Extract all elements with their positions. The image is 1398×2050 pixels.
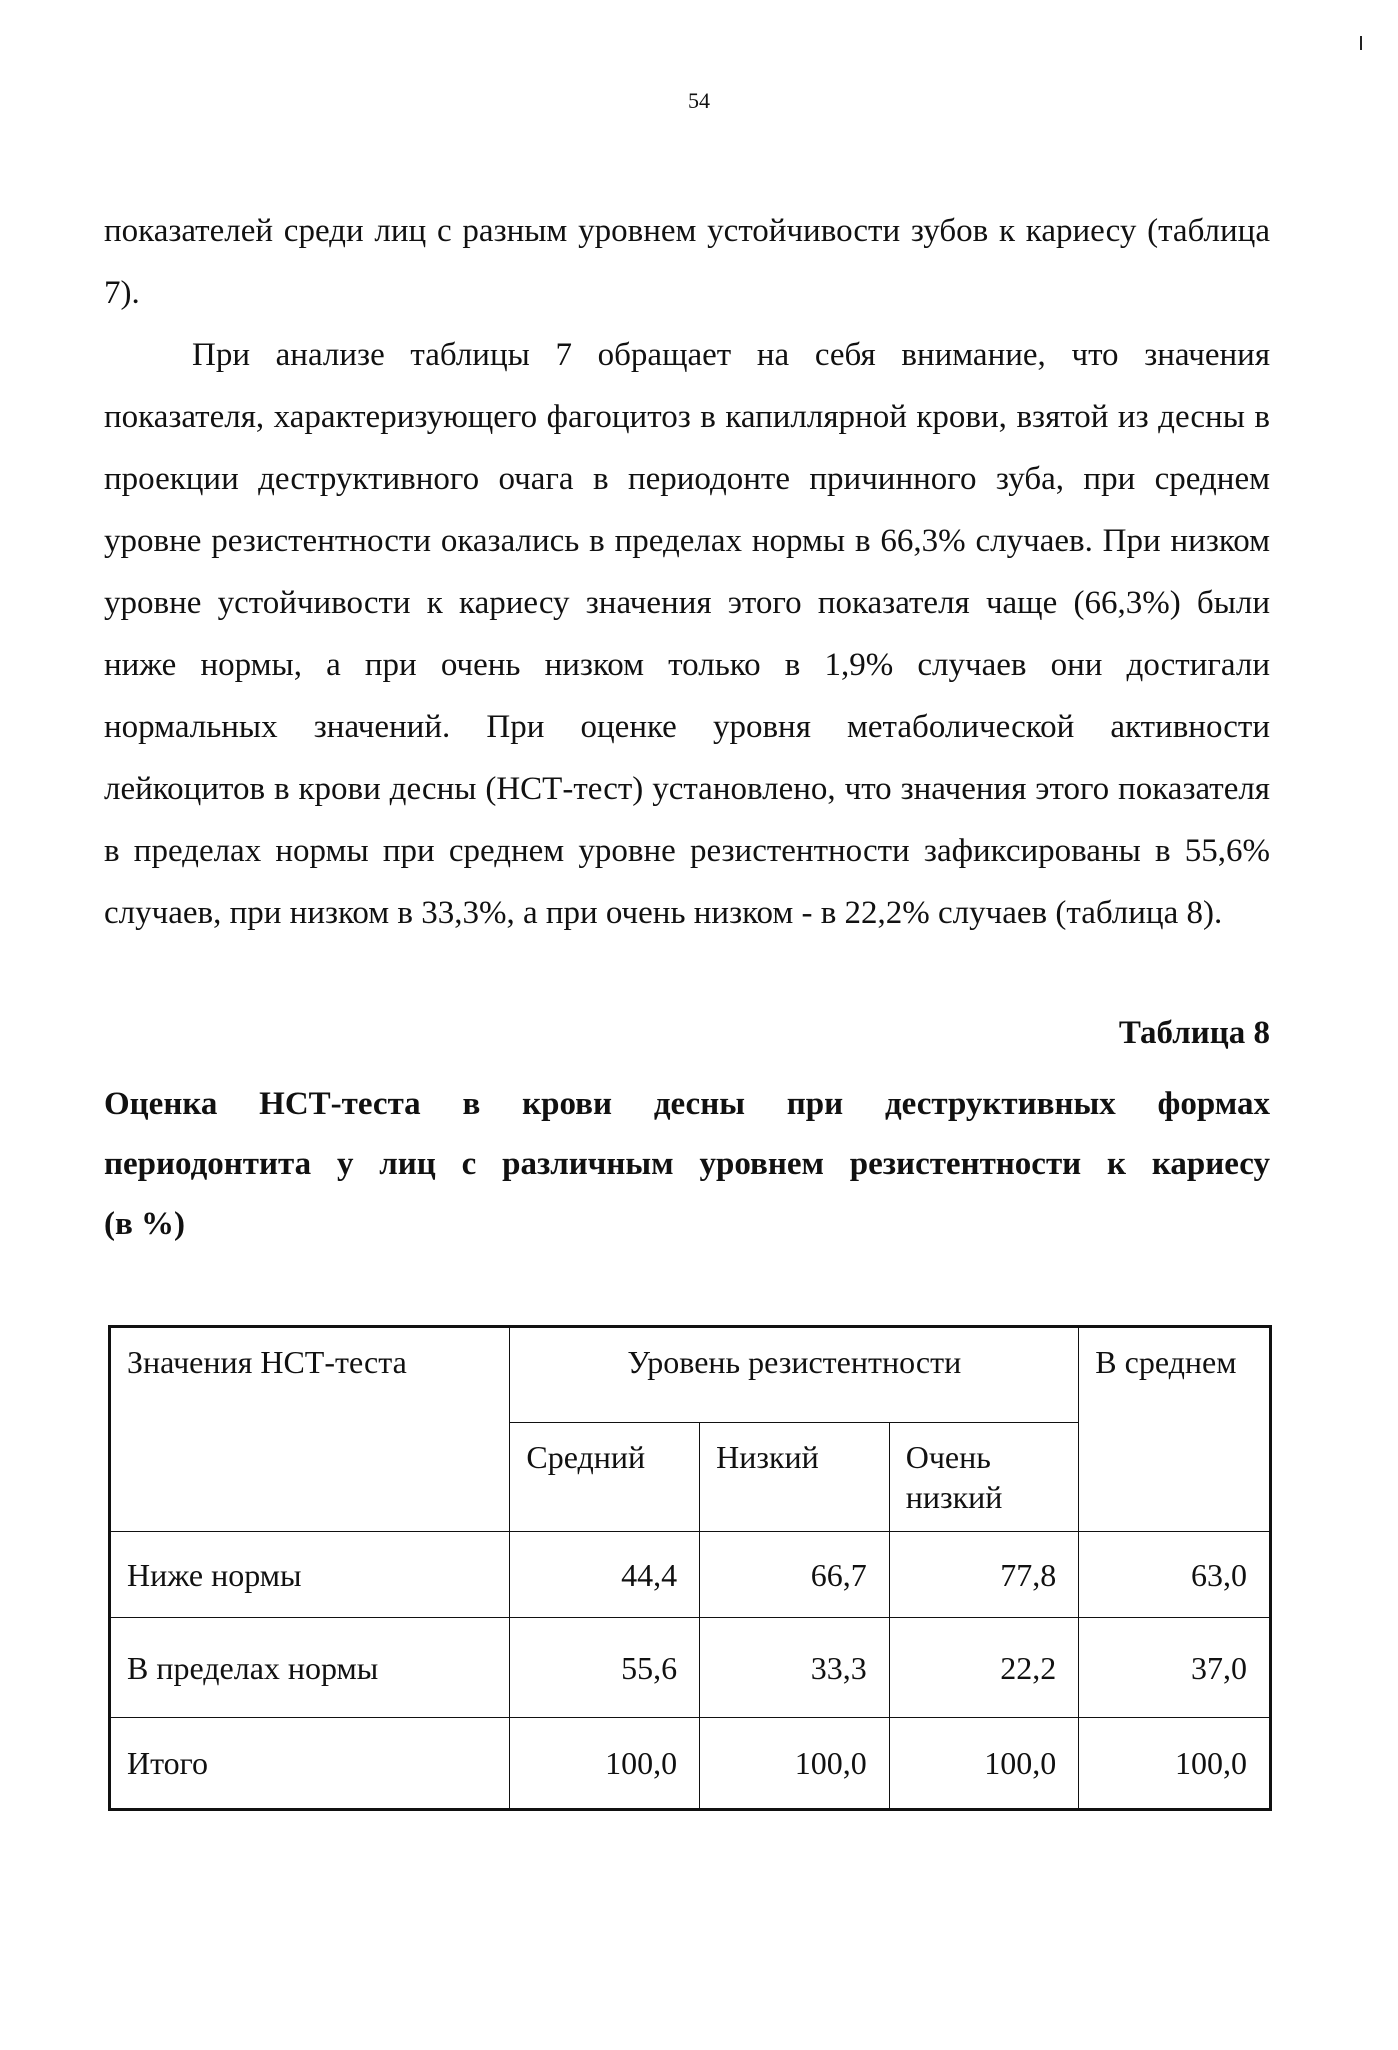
header-medium: Средний: [510, 1423, 700, 1532]
cell-value: 77,8: [889, 1532, 1079, 1618]
header-nst-values: Значения НСТ-теста: [110, 1327, 510, 1532]
caption-line: (в %): [104, 1206, 186, 1242]
header-resistance-level: Уровень резистентности: [510, 1327, 1079, 1423]
nst-test-table: [108, 1325, 1272, 1811]
cell-value: 66,7: [700, 1532, 890, 1618]
cell-value: 100,0: [700, 1718, 890, 1810]
header-low: Низкий: [700, 1423, 890, 1532]
table-row: [110, 1718, 1271, 1810]
header-very-low: Очень низкий: [889, 1423, 1079, 1532]
cell-value: 44,4: [510, 1532, 700, 1618]
table-row: [110, 1532, 1271, 1618]
table-label: Таблица 8: [1118, 1015, 1270, 1051]
paragraph-continuation: показателей среди лиц с разным уровнем устойчивости зубов к кариесу (таблица 7).: [104, 213, 1270, 311]
cell-value: 22,2: [889, 1618, 1079, 1718]
table-row: [110, 1618, 1271, 1718]
paragraph-analysis: При анализе таблицы 7 обращает на себя внимание, что значения показателя, характеризующего фагоцитоз в капиллярной крови, взятой из десны в проекции деструктивного очага в периодонте причинного зуба, при среднем уровне резистентности оказались в пределах нормы в 66,3% случаев. При низком уровне устойчивости к кариесу значения этого показателя чаще (66,3%) были ниже нормы, а при очень низком только в 1,9% случаев они достигали нормальных значений. При оценке уровня метаболической активности лейкоцитов в крови десны (НСТ-тест) установлено, что значения этого показателя в пределах нормы при среднем уровне резистентности зафиксированы в 55,6% случаев, при низком в 33,3%, а при очень низком - в 22,2% случаев (таблица 8).: [104, 337, 1270, 931]
cell-value: 63,0: [1079, 1532, 1271, 1618]
cell-value: 100,0: [889, 1718, 1079, 1810]
row-label: Итого: [110, 1718, 510, 1810]
caption-line: периодонтита у лиц с различным уровнем резистентности к кариесу: [104, 1146, 1270, 1182]
row-label: Ниже нормы: [110, 1532, 510, 1618]
cell-value: 37,0: [1079, 1618, 1271, 1718]
cell-value: 33,3: [700, 1618, 890, 1718]
table-caption: [104, 1074, 1270, 1254]
cell-value: 55,6: [510, 1618, 700, 1718]
header-row: [110, 1327, 1271, 1423]
caption-line: Оценка НСТ-теста в крови десны при деструктивных формах: [104, 1086, 1270, 1122]
header-average: В среднем: [1079, 1327, 1271, 1532]
cell-value: 100,0: [1079, 1718, 1271, 1810]
row-label: В пределах нормы: [110, 1618, 510, 1718]
scan-mark: [1360, 36, 1362, 50]
page-number: 54: [688, 88, 710, 113]
cell-value: 100,0: [510, 1718, 700, 1810]
body-text: [104, 200, 1270, 944]
